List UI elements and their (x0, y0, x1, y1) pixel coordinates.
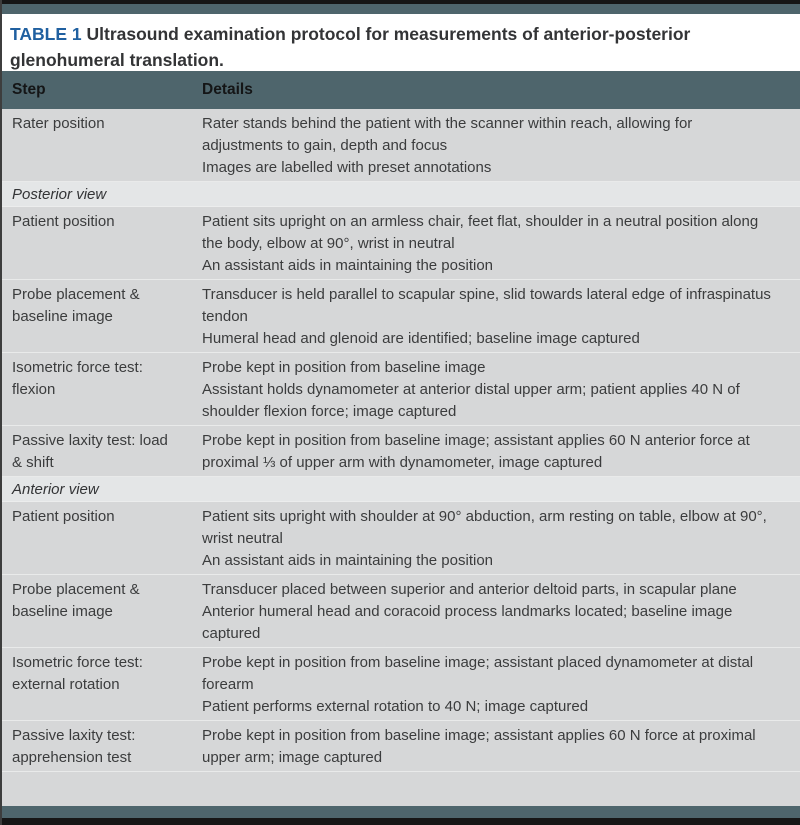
table-row (2, 575, 800, 648)
detail-line: Probe kept in position from baseline image; assistant applies 60 N force at proximal upper arm; image captured (202, 727, 756, 766)
step-cell: Patient position (12, 213, 115, 230)
step-cell: Isometric force test: external rotation (12, 654, 143, 693)
detail-line: An assistant aids in maintaining the position (202, 257, 494, 274)
column-header-details: Details (202, 81, 253, 98)
detail-line: Probe kept in position from baseline image; assistant applies 60 N anterior force at proximal ⅓ of upper arm with dynamometer, image captured (202, 432, 750, 471)
detail-line: Probe kept in position from baseline image (202, 359, 486, 376)
step-cell: Passive laxity test: load & shift (12, 432, 168, 471)
step-cell: Isometric force test: flexion (12, 359, 143, 398)
column-header-step: Step (12, 81, 46, 98)
detail-line: Humeral head and glenoid are identified; baseline image captured (202, 330, 640, 347)
table-row (2, 648, 800, 721)
detail-line: An assistant aids in maintaining the position (202, 552, 494, 569)
detail-line: Patient sits upright on an armless chair, feet flat, shoulder in a neutral position along the body, elbow at 90°, wrist in neutral (202, 213, 759, 252)
details-cell (202, 113, 777, 179)
section-row: Anterior view (2, 477, 800, 502)
details-cell (202, 284, 777, 350)
table-row (2, 353, 800, 426)
details-cell (202, 506, 777, 572)
table-row (2, 109, 800, 182)
table-title: Ultrasound examination protocol for measurements of anterior-posterior glenohumeral translation. (10, 24, 691, 70)
details-cell (202, 579, 777, 645)
table-row (2, 502, 800, 575)
section-row: Posterior view (2, 182, 800, 207)
detail-line: Transducer placed between superior and anterior deltoid parts, in scapular plane (202, 581, 737, 598)
step-cell: Rater position (12, 115, 105, 132)
table-row (2, 426, 800, 477)
step-cell: Probe placement & baseline image (12, 286, 140, 325)
detail-line: Anterior humeral head and coracoid process landmarks located; baseline image captured (202, 603, 733, 642)
details-cell (202, 430, 777, 474)
step-cell: Passive laxity test: apprehension test (12, 727, 136, 766)
step-cell: Probe placement & baseline image (12, 581, 140, 620)
step-cell: Patient position (12, 508, 115, 525)
table-body (2, 109, 800, 806)
detail-line: Images are labelled with preset annotations (202, 159, 492, 176)
details-cell (202, 725, 777, 769)
top-teal-bar (2, 4, 800, 14)
detail-line: Rater stands behind the patient with the scanner within reach, allowing for adjustments to gain, depth and focus (202, 115, 693, 154)
detail-line: Patient performs external rotation to 40 N; image captured (202, 698, 589, 715)
table-header-row (2, 71, 800, 109)
table-row (2, 207, 800, 280)
table-caption (2, 14, 800, 71)
detail-line: Transducer is held parallel to scapular spine, slid towards lateral edge of infraspinatus tendon (202, 286, 771, 325)
detail-line: Probe kept in position from baseline image; assistant placed dynamometer at distal forearm (202, 654, 754, 693)
bottom-teal-bar (2, 806, 800, 818)
details-cell (202, 357, 777, 423)
table-row (2, 721, 800, 772)
detail-line: Assistant holds dynamometer at anterior distal upper arm; patient applies 40 N of shoulder flexion force; image captured (202, 381, 740, 420)
bottom-black-bar (2, 818, 800, 825)
table-row (2, 280, 800, 353)
detail-line: Patient sits upright with shoulder at 90° abduction, arm resting on table, elbow at 90°, wrist neutral (202, 508, 767, 547)
details-cell (202, 652, 777, 718)
details-cell (202, 211, 777, 277)
table-label: TABLE 1 (10, 24, 82, 44)
